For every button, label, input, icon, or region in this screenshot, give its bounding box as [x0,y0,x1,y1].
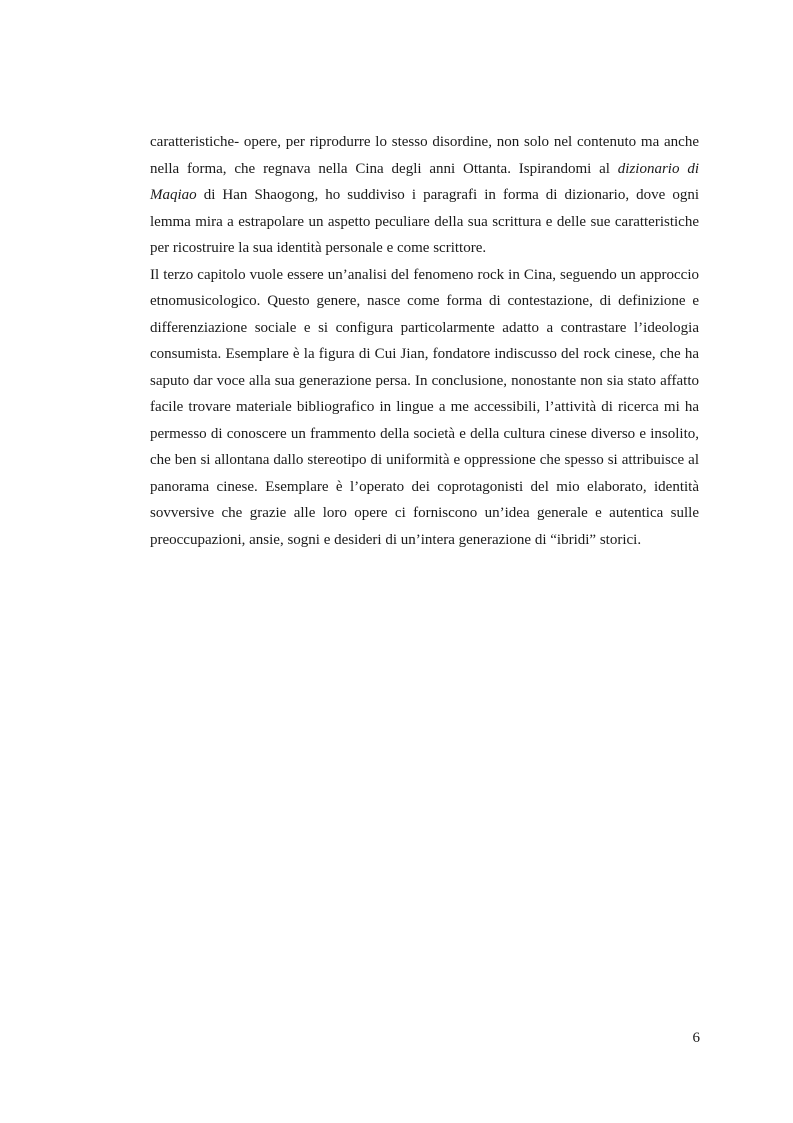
paragraph-1-text-start: caratteristiche- opere, per riprodurre lo stesso disordine, non solo nel contenuto ma anche nella forma, che regnava nella Cina degli anni Ottanta. Ispirandomi al [150,134,699,177]
body-text [150,129,699,553]
book-title-italic: dizionario di Maqiao [150,160,699,203]
paragraph-1 [150,129,699,262]
paragraph-2: Il terzo capitolo vuole essere un’analisi del fenomeno rock in Cina, seguendo un approccio etnomusicologico. Questo genere, nasce come forma di contestazione, di definizione e differenziazione sociale e si configura particolarmente adatto a contrastare l’ideologia consumista. Esemplare è la figura di Cui Jian, fondatore indiscusso del rock cinese, che ha saputo dar voce alla sua generazione persa. In conclusione, nonostante non sia stato affatto facile trovare materiale bibliografico in lingue a me accessibili, l’attività di ricerca mi ha permesso di conoscere un frammento della società e della cultura cinese diverso e insolito, che ben si allontana dallo stereotipo di uniformità e oppressione che spesso si attribuisce al panorama cinese. Esemplare è l’operato dei coprotagonisti del mio elaborato, identità sovversive che grazie alle loro opere ci forniscono un’idea generale e autentica sulle preoccupazioni, ansie, sogni e desideri di un’intera generazione di “ibridi” storici. [150,266,699,548]
page-number: 6 [692,1030,700,1046]
paragraph-1-text-end: di Han Shaogong, ho suddiviso i paragrafi in forma di dizionario, dove ogni lemma mira a estrapolare un aspetto peculiare della sua scrittura e delle sue caratteristiche per ricostruire la sua identità personale e come scrittore. [150,187,699,256]
